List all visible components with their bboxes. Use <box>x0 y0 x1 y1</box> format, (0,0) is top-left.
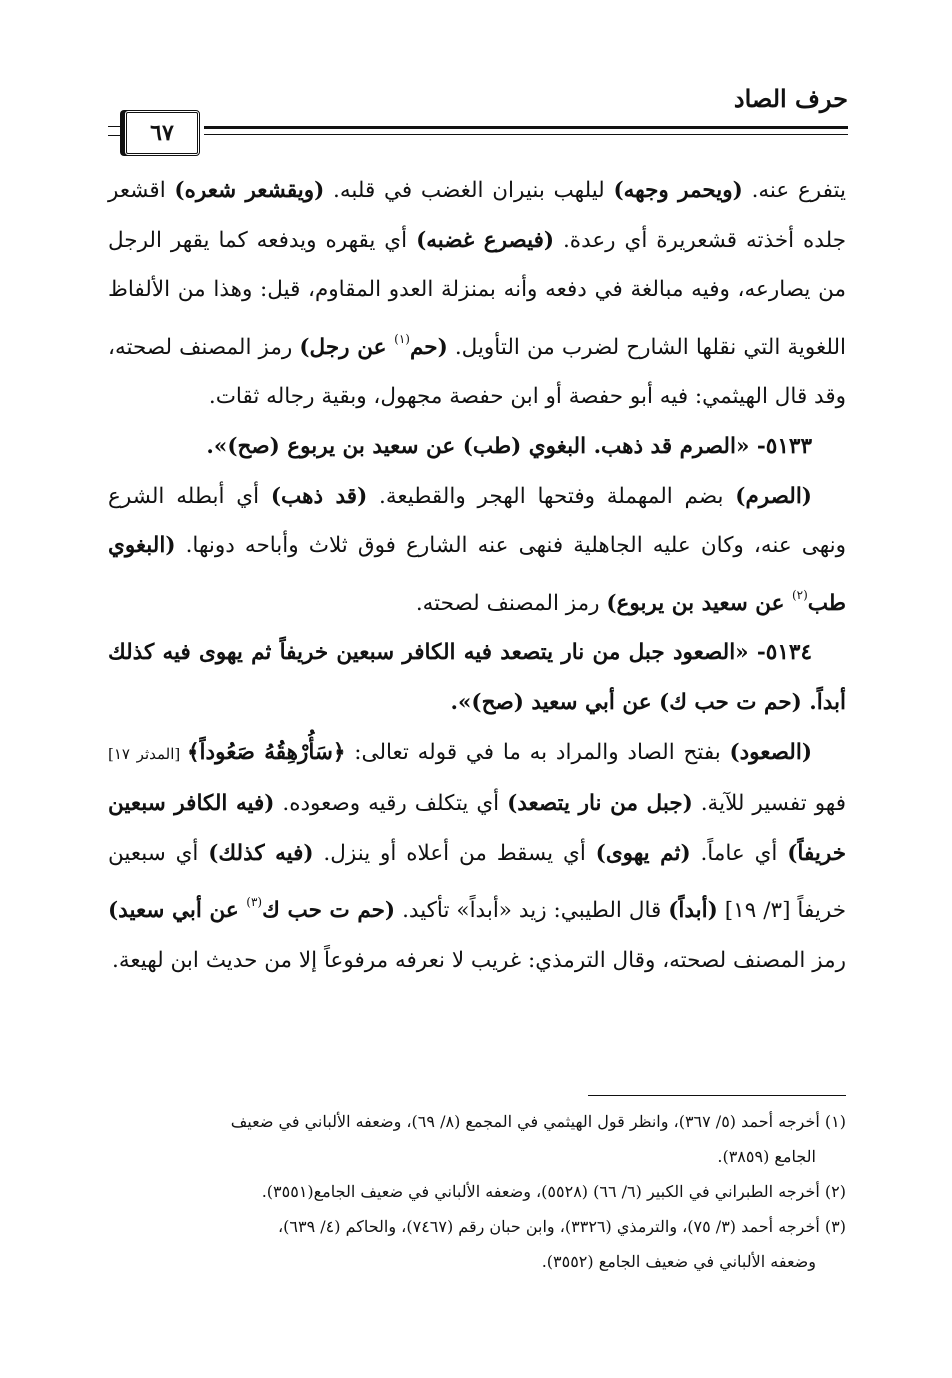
chapter-title: حرف الصاد <box>733 84 848 113</box>
footnote-3: (٣) أخرجه أحمد (٣/ ٧٥)، والترمذي (٣٣٢٦)، وابن حبان رقم (٧٤٦٧)، والحاكم (٤/ ٦٣٩)، <box>277 1217 846 1236</box>
quran-quote: ﴿سَأُرْهِقُهُ صَعُوداً﴾ <box>186 739 346 765</box>
page-number: ٦٧ <box>124 110 200 156</box>
footnote-1-continued: الجامع (٣٨٥٩). <box>717 1147 816 1166</box>
footnote-3-continued: وضعفه الألباني في ضعيف الجامع (٣٥٥٢). <box>541 1252 816 1271</box>
footnote-2: (٢) أخرجه الطبراني في الكبير (٦/ ٦٦) (٥٥٢٨)، وضعفه الألباني في ضعيف الجامع(٣٥٥١). <box>261 1182 846 1201</box>
footnote-marker[interactable]: (٢) <box>791 587 808 602</box>
footnote-marker[interactable]: (٣) <box>246 895 263 910</box>
quran-reference: [المدثر ١٧] <box>108 744 187 763</box>
header-rule <box>108 126 848 140</box>
paragraph-commentary-1: يتفرع عنه. (ويحمر وجهه) ليلهب بنيران الغضب في قلبه. (ويقشعر شعره) اقشعر جلده أخذته قشعريرة أي رعدة. (فيصرع غضبه) أي يقهره ويدفعه كما يقهر الرجل من يصارعه، وفيه مبالغة في دفعه وأنه بمنزلة العدو المقاوم، قيل: وهذا من الألفاظ اللغوية التي نقلها الشارح لضرب من التأويل. (حم$^{(١)}$ عن رجل) رمز المصنف لصحته، وقد قال الهيثمي: فيه أبو حفصة أو ابن حفصة مجهول، وبقية رجاله ثقات. <box>108 178 847 410</box>
main-text <box>108 166 846 986</box>
hadith-heading-5134: ٥١٣٤- «الصعود جبل من نار يتصعد فيه الكافر سبعين خريفاً ثم يهوى فيه كذلك أبداً. (حم ت حب ك) عن أبي سعيد (صح)». <box>108 640 846 715</box>
footnote-marker[interactable]: (١) <box>394 331 410 346</box>
paragraph-commentary-3: (الصعود) بفتح الصاد والمراد به ما في قوله تعالى: ﴿سَأُرْهِقُهُ صَعُوداً﴾ [المدثر ١٧] فهو تفسير للآية. (جبل من نار يتصعد) أي يتكلف رقيه وصعوده. (فيه الكافر سبعين خريفاً) أي عاماً. (ثم يهوى) أي يسقط من أعلاه أو ينزل. (فيه كذلك) أي سبعين خريفاً [٣/ ١٩] (أبداً) قال الطيبي: زيد «أبداً» تأكيد. (حم ت حب ك$^{(٣)}$ عن أبي سعيد) رمز المصنف لصحته، وقال الترمذي: غريب لا نعرفه مرفوعاً إلا من حديث ابن لهيعة. <box>108 739 846 973</box>
footnote-divider <box>588 1095 846 1096</box>
footnotes <box>108 1104 846 1279</box>
paragraph-commentary-2: (الصرم) بضم المهملة وفتحها الهجر والقطيعة. (قد ذهب) أي أبطله الشرع ونهى عنه، وكان عليه الجاهلية فنهى عنه الشارع فوق ثلاث وأباحه دونها. (البغوي طب$^{(٢)}$ عن سعيد بن يربوع) رمز المصنف لصحته. <box>108 483 846 616</box>
hadith-heading-5133: ٥١٣٣- «الصرم قد ذهب. البغوي (طب) عن سعيد بن يربوع (صح)». <box>206 433 812 459</box>
footnote-1: (١) أخرجه أحمد (٥/ ٣٦٧)، وانظر قول الهيثمي في المجمع (٨/ ٦٩)، وضعفه الألباني في ضعيف <box>230 1112 846 1131</box>
